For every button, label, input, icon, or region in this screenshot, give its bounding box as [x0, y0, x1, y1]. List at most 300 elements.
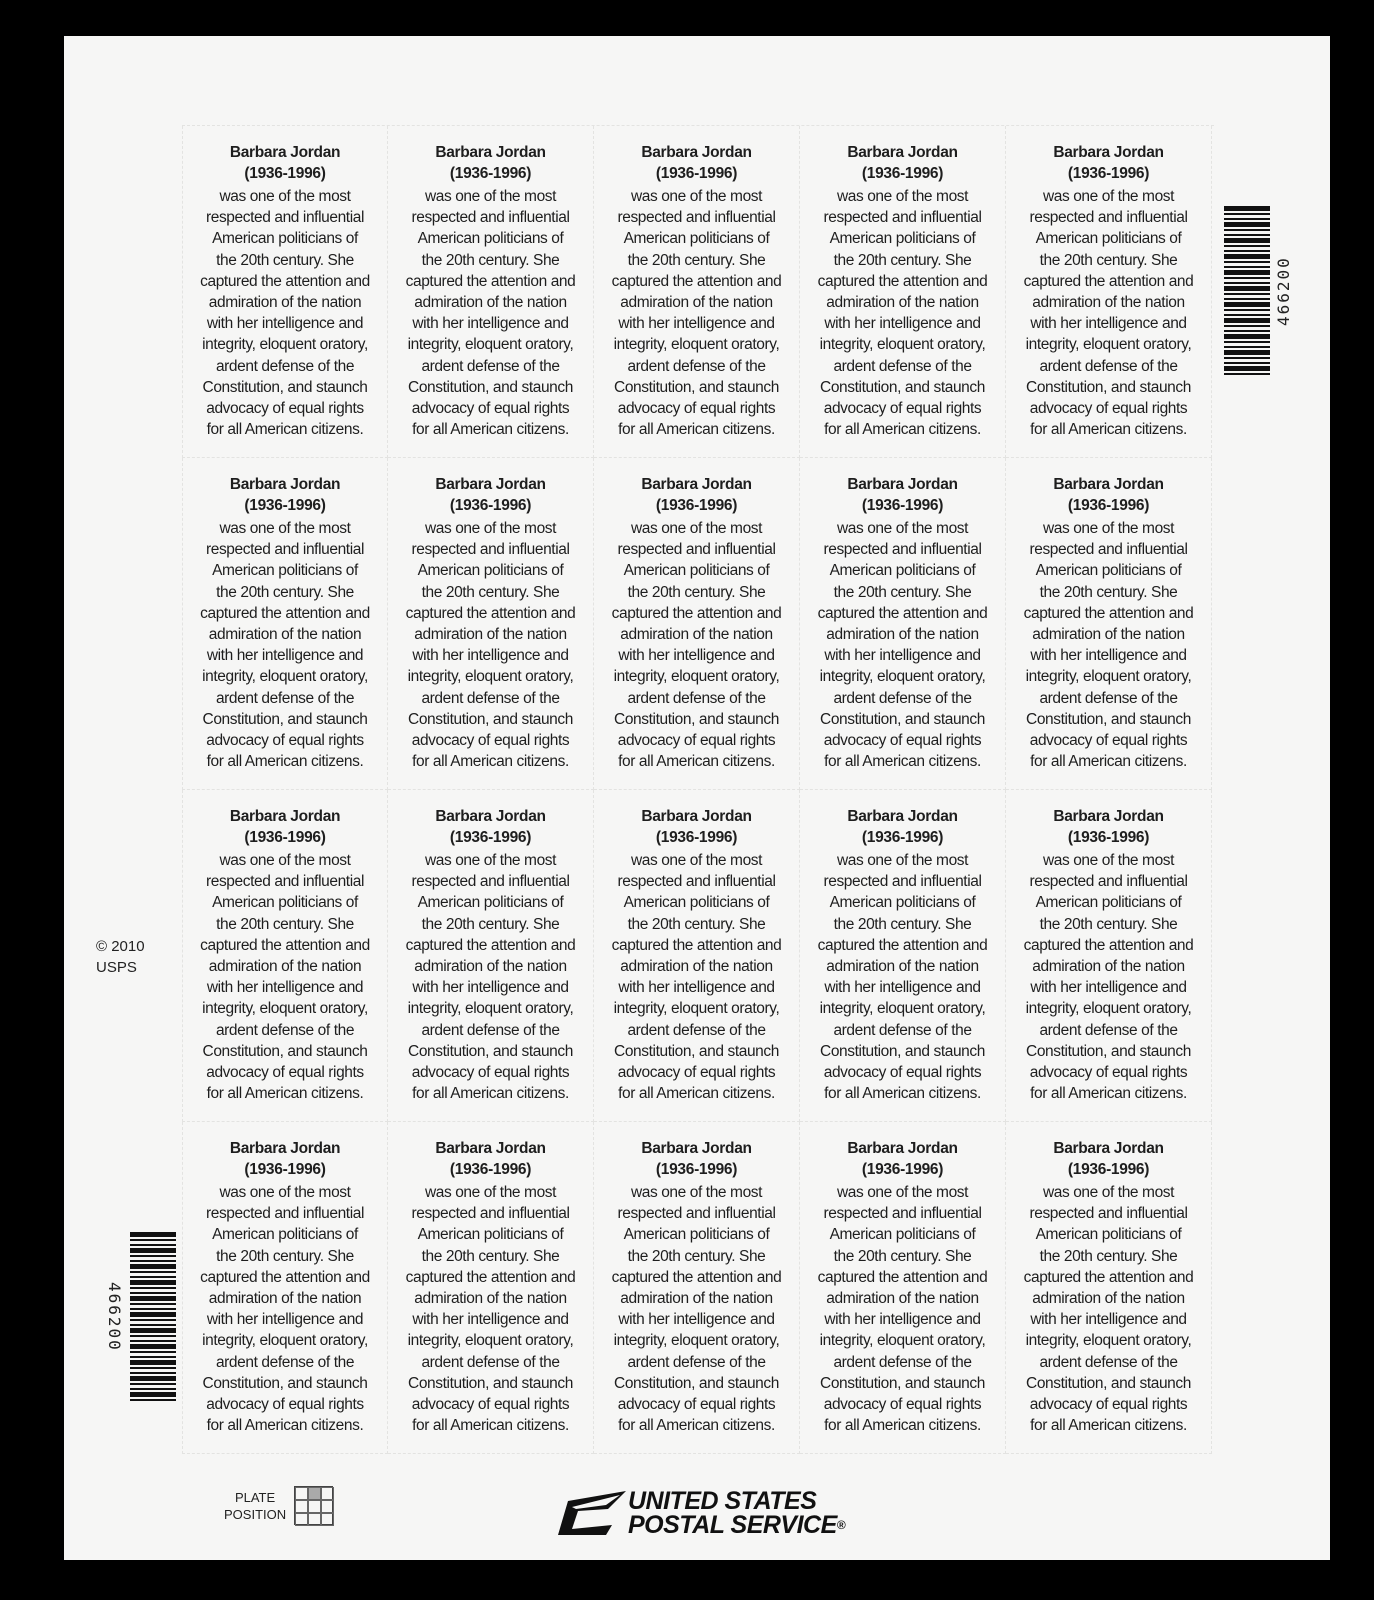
- plate-position: [224, 1486, 333, 1525]
- stamp-bio-line: was one of the most: [424, 520, 557, 537]
- stamp-bio-line: the 20th century. She: [1039, 251, 1178, 269]
- stamp-bio-line: respected and influential: [823, 1205, 982, 1223]
- stamp-bio-line: advocacy of equal rights: [1029, 1396, 1188, 1414]
- stamp-bio-line: captured the attention and: [611, 604, 782, 622]
- stamp-bio-line: integrity, eloquent oratory,: [202, 336, 368, 354]
- stamp-bio-line: ardent defense of the: [421, 689, 560, 707]
- stamp-bio-line: was one of the most: [1042, 520, 1175, 537]
- stamp: [182, 1122, 388, 1454]
- stamp-bio-line: integrity, eloquent oratory,: [1025, 1000, 1192, 1018]
- stamp-bio-line: Constitution, and staunch: [614, 710, 779, 728]
- stamp: [388, 458, 594, 790]
- stamp: [1006, 790, 1212, 1122]
- stamp-bio-line: integrity, eloquent oratory,: [407, 668, 574, 686]
- stamp-bio: [185, 850, 385, 1104]
- plate-position-label: [224, 1489, 286, 1523]
- stamp-bio: [803, 1182, 1003, 1436]
- stamp-bio: [1009, 1182, 1209, 1436]
- stamp-bio-line: respected and influential: [411, 541, 570, 559]
- stamp-bio-line: respected and influential: [205, 209, 365, 227]
- barcode-number: 466200: [105, 1282, 124, 1352]
- stamp-bio-line: advocacy of equal rights: [617, 1064, 776, 1082]
- plate-label-line1: PLATE: [234, 1489, 276, 1505]
- stamp-bio-line: was one of the most: [630, 1184, 763, 1201]
- stamp-bio-line: with her intelligence and: [412, 1311, 569, 1329]
- stamp-bio-line: the 20th century. She: [627, 583, 766, 601]
- stamp-bio: [391, 186, 591, 440]
- stamp: [800, 458, 1006, 790]
- stamp-bio-line: Constitution, and staunch: [202, 1374, 368, 1392]
- barcode-bars: [130, 1232, 176, 1402]
- stamp-bio-line: captured the attention and: [1023, 272, 1194, 290]
- stamp-sheet: [64, 36, 1330, 1560]
- stamp-bio-line: ardent defense of the: [627, 689, 766, 707]
- stamp-dates: (1936-1996): [861, 1161, 944, 1178]
- stamp-bio-line: admiration of the nation: [414, 958, 567, 976]
- stamp-bio-line: Constitution, and staunch: [408, 710, 573, 728]
- stamp-bio-line: admiration of the nation: [208, 958, 362, 976]
- stamp-bio-line: for all American citizens.: [206, 1417, 364, 1435]
- stamp-bio: [185, 518, 385, 772]
- plate-cell: [308, 1500, 321, 1513]
- stamp-bio-line: respected and influential: [617, 541, 776, 559]
- stamp-bio-line: integrity, eloquent oratory,: [407, 1000, 574, 1018]
- stamp-bio-line: advocacy of equal rights: [411, 400, 570, 418]
- barcode-bars: [1224, 206, 1270, 376]
- stamp-dates: (1936-1996): [655, 497, 738, 514]
- stamp-bio-line: the 20th century. She: [1039, 1247, 1178, 1265]
- stamp-bio-line: admiration of the nation: [826, 958, 979, 976]
- stamp-bio-line: for all American citizens.: [206, 1085, 364, 1103]
- stamp-name: Barbara Jordan: [229, 808, 341, 825]
- stamp-bio-line: integrity, eloquent oratory,: [407, 336, 574, 354]
- stamp-bio-line: with her intelligence and: [1030, 979, 1187, 997]
- stamp-bio-line: admiration of the nation: [1032, 1290, 1185, 1308]
- stamp-bio-line: respected and influential: [823, 873, 982, 891]
- stamp-bio-line: the 20th century. She: [627, 1247, 766, 1265]
- stamp-bio-line: was one of the most: [1042, 1184, 1175, 1201]
- stamp-bio-line: ardent defense of the: [215, 1021, 355, 1039]
- stamp-bio-line: American politicians of: [623, 894, 770, 912]
- stamp-bio-line: respected and influential: [1029, 1205, 1188, 1223]
- stamp-bio-line: American politicians of: [829, 562, 976, 580]
- stamp-name: Barbara Jordan: [229, 1140, 341, 1157]
- stamp-bio-line: captured the attention and: [1023, 1268, 1194, 1286]
- stamp-bio-line: integrity, eloquent oratory,: [1025, 1332, 1192, 1350]
- stamp-bio-line: respected and influential: [617, 209, 776, 227]
- stamp-bio-line: the 20th century. She: [627, 251, 766, 269]
- stamp-bio-line: the 20th century. She: [421, 1247, 560, 1265]
- eagle-icon: [548, 1489, 626, 1537]
- stamp-bio-line: with her intelligence and: [824, 1311, 981, 1329]
- plate-cell: [308, 1487, 321, 1500]
- stamp-bio: [185, 1182, 385, 1436]
- stamp-bio-line: with her intelligence and: [824, 647, 981, 665]
- stamp: [800, 126, 1006, 458]
- stamp-bio-line: American politicians of: [623, 562, 770, 580]
- stamp: [800, 1122, 1006, 1454]
- stamp-bio-line: advocacy of equal rights: [823, 400, 982, 418]
- stamp-bio-line: for all American citizens.: [412, 1085, 569, 1103]
- stamp-bio-line: integrity, eloquent oratory,: [407, 1332, 574, 1350]
- stamp-bio-line: the 20th century. She: [833, 583, 972, 601]
- stamp-bio-line: advocacy of equal rights: [206, 732, 364, 750]
- stamp: [594, 1122, 800, 1454]
- stamp-bio-line: ardent defense of the: [1039, 689, 1178, 707]
- stamp-bio-line: respected and influential: [205, 873, 365, 891]
- stamp-bio-line: for all American citizens.: [824, 421, 981, 439]
- stamp-bio-line: captured the attention and: [200, 936, 370, 954]
- stamp-bio-line: captured the attention and: [405, 1268, 576, 1286]
- stamp-bio-line: with her intelligence and: [206, 647, 364, 665]
- stamp-bio-line: integrity, eloquent oratory,: [202, 1000, 368, 1018]
- stamp-name: Barbara Jordan: [847, 808, 958, 825]
- stamp-bio-line: Constitution, and staunch: [408, 1374, 573, 1392]
- stamp-bio-line: admiration of the nation: [620, 294, 773, 312]
- stamp-bio-line: admiration of the nation: [414, 626, 567, 644]
- stamp-bio-line: for all American citizens.: [618, 1085, 775, 1103]
- stamp-bio-line: the 20th century. She: [216, 251, 354, 269]
- stamp-bio: [597, 850, 797, 1104]
- stamp-bio-line: integrity, eloquent oratory,: [202, 1332, 368, 1350]
- stamp-bio: [597, 186, 797, 440]
- stamp-bio-line: for all American citizens.: [206, 753, 364, 771]
- stamp: [182, 126, 388, 458]
- stamp-bio-line: with her intelligence and: [824, 979, 981, 997]
- barcode-top-right: [1224, 206, 1294, 376]
- stamp: [1006, 1122, 1212, 1454]
- stamp-bio-line: ardent defense of the: [421, 1021, 560, 1039]
- stamp-bio-line: American politicians of: [1035, 230, 1182, 248]
- stamp-bio-line: American politicians of: [212, 230, 358, 248]
- stamp-bio-line: captured the attention and: [405, 936, 576, 954]
- stamp-name: Barbara Jordan: [229, 144, 341, 161]
- stamp-bio-line: American politicians of: [1035, 562, 1182, 580]
- copyright-notice: [96, 936, 145, 978]
- stamp-dates: (1936-1996): [861, 165, 944, 182]
- barcode-number: 466200: [1274, 256, 1293, 326]
- stamp-bio: [391, 850, 591, 1104]
- stamp-bio-line: for all American citizens.: [1030, 753, 1187, 771]
- stamp-bio-line: American politicians of: [417, 562, 564, 580]
- stamp-bio-line: was one of the most: [836, 520, 969, 537]
- stamp-bio-line: captured the attention and: [611, 936, 782, 954]
- copyright-year: © 2010: [96, 938, 145, 955]
- stamp-bio-line: ardent defense of the: [215, 1353, 355, 1371]
- stamp-bio-line: was one of the most: [836, 852, 969, 869]
- stamp-bio-line: ardent defense of the: [833, 357, 972, 375]
- stamp-bio-line: respected and influential: [1029, 873, 1188, 891]
- stamp-bio-line: admiration of the nation: [620, 1290, 773, 1308]
- stamp-grid: [182, 125, 1214, 1454]
- stamp-dates: (1936-1996): [655, 829, 738, 846]
- stamp-bio-line: the 20th century. She: [216, 583, 354, 601]
- stamp-bio-line: captured the attention and: [200, 272, 370, 290]
- stamp-bio-line: advocacy of equal rights: [823, 1064, 982, 1082]
- stamp-bio-line: with her intelligence and: [1030, 1311, 1187, 1329]
- stamp-bio-line: with her intelligence and: [824, 315, 981, 333]
- stamp-bio: [597, 1182, 797, 1436]
- stamp-bio-line: captured the attention and: [611, 1268, 782, 1286]
- stamp-bio-line: respected and influential: [617, 873, 776, 891]
- stamp-name: Barbara Jordan: [847, 144, 958, 161]
- stamp-bio-line: Constitution, and staunch: [408, 378, 573, 396]
- usps-line2-text: POSTAL SERVICE: [628, 1511, 837, 1539]
- stamp-bio-line: was one of the most: [219, 852, 351, 869]
- stamp-bio-line: Constitution, and staunch: [1026, 1042, 1191, 1060]
- stamp-bio-line: respected and influential: [411, 873, 570, 891]
- plate-cell: [295, 1487, 308, 1500]
- stamp-bio-line: respected and influential: [1029, 209, 1188, 227]
- stamp-bio-line: captured the attention and: [200, 1268, 370, 1286]
- stamp-bio-line: integrity, eloquent oratory,: [613, 1000, 780, 1018]
- stamp-bio-line: was one of the most: [219, 520, 351, 537]
- stamp-dates: (1936-1996): [449, 829, 532, 846]
- stamp: [182, 458, 388, 790]
- stamp-bio-line: the 20th century. She: [833, 251, 972, 269]
- stamp-bio-line: Constitution, and staunch: [408, 1042, 573, 1060]
- stamp-bio-line: Constitution, and staunch: [614, 1042, 779, 1060]
- stamp-dates: (1936-1996): [1067, 497, 1150, 514]
- stamp-bio-line: integrity, eloquent oratory,: [819, 1000, 986, 1018]
- stamp-bio-line: admiration of the nation: [826, 294, 979, 312]
- stamp: [594, 126, 800, 458]
- stamp-bio-line: ardent defense of the: [1039, 357, 1178, 375]
- stamp-bio-line: for all American citizens.: [206, 421, 364, 439]
- stamp-bio-line: advocacy of equal rights: [1029, 1064, 1188, 1082]
- stamp-bio: [391, 1182, 591, 1436]
- stamp-bio-line: ardent defense of the: [833, 689, 972, 707]
- plate-label-line2: POSITION: [224, 1506, 287, 1522]
- stamp-bio-line: advocacy of equal rights: [823, 732, 982, 750]
- usps-wordmark: [628, 1489, 845, 1537]
- stamp-bio-line: for all American citizens.: [412, 421, 569, 439]
- stamp-bio-line: ardent defense of the: [421, 357, 560, 375]
- stamp-bio-line: Constitution, and staunch: [614, 1374, 779, 1392]
- stamp-bio-line: with her intelligence and: [1030, 315, 1187, 333]
- stamp: [1006, 126, 1212, 458]
- stamp-dates: (1936-1996): [1067, 1161, 1150, 1178]
- stamp-bio-line: advocacy of equal rights: [1029, 732, 1188, 750]
- registered-mark: ®: [836, 1518, 846, 1532]
- stamp-bio-line: with her intelligence and: [206, 315, 364, 333]
- stamp-bio-line: was one of the most: [424, 188, 557, 205]
- stamp-dates: (1936-1996): [861, 829, 944, 846]
- stamp-name: Barbara Jordan: [847, 1140, 958, 1157]
- stamp-dates: (1936-1996): [861, 497, 944, 514]
- stamp-bio-line: American politicians of: [212, 894, 358, 912]
- stamp-name: Barbara Jordan: [641, 144, 752, 161]
- stamp-bio-line: advocacy of equal rights: [1029, 400, 1188, 418]
- stamp-bio-line: the 20th century. She: [421, 583, 560, 601]
- stamp-bio-line: captured the attention and: [817, 936, 988, 954]
- stamp-bio-line: Constitution, and staunch: [820, 1042, 985, 1060]
- stamp-bio-line: advocacy of equal rights: [206, 400, 364, 418]
- stamp-bio-line: admiration of the nation: [1032, 294, 1185, 312]
- stamp-bio-line: with her intelligence and: [206, 1311, 364, 1329]
- stamp-bio: [185, 186, 385, 440]
- stamp-bio-line: respected and influential: [823, 209, 982, 227]
- stamp-bio-line: was one of the most: [424, 852, 557, 869]
- barcode-bottom-left: [106, 1232, 176, 1402]
- stamp-bio: [391, 518, 591, 772]
- stamp-bio-line: was one of the most: [219, 1184, 351, 1201]
- stamp-bio-line: respected and influential: [617, 1205, 776, 1223]
- stamp-bio-line: admiration of the nation: [826, 1290, 979, 1308]
- stamp-bio-line: Constitution, and staunch: [1026, 1374, 1191, 1392]
- stamp-bio-line: American politicians of: [417, 894, 564, 912]
- stamp-bio-line: with her intelligence and: [618, 647, 775, 665]
- stamp-bio-line: Constitution, and staunch: [820, 710, 985, 728]
- stamp-dates: (1936-1996): [655, 165, 738, 182]
- stamp-dates: (1936-1996): [449, 165, 532, 182]
- stamp-bio-line: American politicians of: [1035, 894, 1182, 912]
- stamp-bio-line: admiration of the nation: [208, 294, 362, 312]
- stamp-bio-line: the 20th century. She: [627, 915, 766, 933]
- stamp-bio-line: the 20th century. She: [1039, 915, 1178, 933]
- stamp-name: Barbara Jordan: [435, 476, 546, 493]
- stamp-bio-line: captured the attention and: [1023, 604, 1194, 622]
- usps-line1: UNITED STATES: [628, 1487, 817, 1515]
- stamp-bio-line: advocacy of equal rights: [823, 1396, 982, 1414]
- stamp-bio-line: the 20th century. She: [421, 915, 560, 933]
- stamp-bio-line: with her intelligence and: [412, 979, 569, 997]
- stamp-bio: [803, 186, 1003, 440]
- stamp-bio-line: captured the attention and: [405, 272, 576, 290]
- stamp-bio-line: integrity, eloquent oratory,: [1025, 668, 1192, 686]
- stamp-bio-line: ardent defense of the: [627, 1021, 766, 1039]
- stamp-bio: [597, 518, 797, 772]
- stamp-name: Barbara Jordan: [435, 144, 546, 161]
- stamp-bio-line: ardent defense of the: [215, 689, 355, 707]
- stamp-bio-line: Constitution, and staunch: [1026, 710, 1191, 728]
- stamp-bio-line: for all American citizens.: [618, 753, 775, 771]
- stamp-bio-line: ardent defense of the: [421, 1353, 560, 1371]
- stamp-bio-line: advocacy of equal rights: [206, 1064, 364, 1082]
- stamp-bio-line: was one of the most: [630, 520, 763, 537]
- stamp-name: Barbara Jordan: [1053, 144, 1164, 161]
- stamp-bio-line: Constitution, and staunch: [202, 710, 368, 728]
- stamp-bio: [1009, 850, 1209, 1104]
- stamp-bio-line: integrity, eloquent oratory,: [202, 668, 368, 686]
- stamp-bio-line: captured the attention and: [817, 604, 988, 622]
- stamp-bio-line: integrity, eloquent oratory,: [819, 1332, 986, 1350]
- stamp-bio-line: American politicians of: [212, 1226, 358, 1244]
- stamp-bio-line: the 20th century. She: [1039, 583, 1178, 601]
- stamp-bio-line: ardent defense of the: [215, 357, 355, 375]
- stamp-bio-line: for all American citizens.: [824, 1417, 981, 1435]
- stamp-bio-line: respected and influential: [1029, 541, 1188, 559]
- stamp-bio-line: respected and influential: [205, 1205, 365, 1223]
- stamp-bio-line: integrity, eloquent oratory,: [613, 336, 780, 354]
- stamp-bio-line: captured the attention and: [611, 272, 782, 290]
- stamp-bio: [1009, 186, 1209, 440]
- stamp-bio-line: was one of the most: [630, 188, 763, 205]
- stamp-name: Barbara Jordan: [1053, 476, 1164, 493]
- stamp: [800, 790, 1006, 1122]
- stamp-bio-line: integrity, eloquent oratory,: [1025, 336, 1192, 354]
- stamp-bio-line: captured the attention and: [817, 1268, 988, 1286]
- stamp-bio-line: advocacy of equal rights: [617, 400, 776, 418]
- stamp: [594, 790, 800, 1122]
- stamp-bio-line: captured the attention and: [200, 604, 370, 622]
- stamp-bio-line: Constitution, and staunch: [614, 378, 779, 396]
- stamp-bio-line: admiration of the nation: [414, 294, 567, 312]
- plate-cell: [321, 1500, 334, 1513]
- stamp-name: Barbara Jordan: [641, 808, 752, 825]
- plate-cell: [295, 1513, 308, 1526]
- stamp-bio-line: respected and influential: [823, 541, 982, 559]
- stamp-bio-line: for all American citizens.: [824, 753, 981, 771]
- stamp-bio-line: American politicians of: [829, 230, 976, 248]
- stamp-name: Barbara Jordan: [435, 808, 546, 825]
- stamp-bio-line: for all American citizens.: [1030, 1085, 1187, 1103]
- stamp: [182, 790, 388, 1122]
- stamp-bio-line: Constitution, and staunch: [202, 1042, 368, 1060]
- stamp-dates: (1936-1996): [449, 497, 532, 514]
- stamp-name: Barbara Jordan: [847, 476, 958, 493]
- stamp-bio-line: integrity, eloquent oratory,: [819, 668, 986, 686]
- stamp-name: Barbara Jordan: [1053, 1140, 1164, 1157]
- stamp: [388, 1122, 594, 1454]
- stamp-name: Barbara Jordan: [1053, 808, 1164, 825]
- plate-position-grid-icon: [294, 1486, 333, 1525]
- plate-cell: [321, 1487, 334, 1500]
- plate-cell: [308, 1513, 321, 1526]
- stamp-bio-line: American politicians of: [417, 230, 564, 248]
- stamp-bio-line: for all American citizens.: [1030, 421, 1187, 439]
- stamp-bio-line: American politicians of: [829, 894, 976, 912]
- stamp-name: Barbara Jordan: [641, 1140, 752, 1157]
- stamp-bio-line: advocacy of equal rights: [617, 732, 776, 750]
- stamp: [388, 790, 594, 1122]
- stamp-name: Barbara Jordan: [641, 476, 752, 493]
- stamp-bio-line: was one of the most: [219, 188, 351, 205]
- stamp-bio-line: for all American citizens.: [412, 753, 569, 771]
- stamp-bio: [803, 850, 1003, 1104]
- usps-line2: [628, 1513, 845, 1537]
- stamp-bio: [1009, 518, 1209, 772]
- stamp-bio-line: Constitution, and staunch: [820, 1374, 985, 1392]
- stamp-name: Barbara Jordan: [229, 476, 341, 493]
- stamp-bio-line: integrity, eloquent oratory,: [819, 336, 986, 354]
- stamp-bio-line: was one of the most: [836, 1184, 969, 1201]
- stamp-dates: (1936-1996): [244, 497, 326, 514]
- stamp-bio-line: advocacy of equal rights: [411, 1396, 570, 1414]
- copyright-owner: USPS: [96, 959, 137, 976]
- stamp-bio-line: for all American citizens.: [618, 1417, 775, 1435]
- stamp-bio-line: Constitution, and staunch: [202, 378, 368, 396]
- stamp-bio-line: ardent defense of the: [833, 1353, 972, 1371]
- stamp: [388, 126, 594, 458]
- stamp-bio-line: Constitution, and staunch: [820, 378, 985, 396]
- stamp: [1006, 458, 1212, 790]
- stamp-bio-line: integrity, eloquent oratory,: [613, 1332, 780, 1350]
- stamp-bio-line: admiration of the nation: [208, 626, 362, 644]
- stamp-bio-line: the 20th century. She: [216, 915, 354, 933]
- stamp-bio-line: with her intelligence and: [618, 315, 775, 333]
- stamp-bio-line: American politicians of: [212, 562, 358, 580]
- stamp-dates: (1936-1996): [449, 1161, 532, 1178]
- stamp-bio-line: integrity, eloquent oratory,: [613, 668, 780, 686]
- stamp-bio-line: advocacy of equal rights: [411, 732, 570, 750]
- stamp-bio-line: was one of the most: [630, 852, 763, 869]
- stamp-bio-line: was one of the most: [1042, 188, 1175, 205]
- stamp-dates: (1936-1996): [1067, 165, 1150, 182]
- stamp-bio-line: with her intelligence and: [206, 979, 364, 997]
- stamp-dates: (1936-1996): [244, 165, 326, 182]
- stamp-bio-line: advocacy of equal rights: [411, 1064, 570, 1082]
